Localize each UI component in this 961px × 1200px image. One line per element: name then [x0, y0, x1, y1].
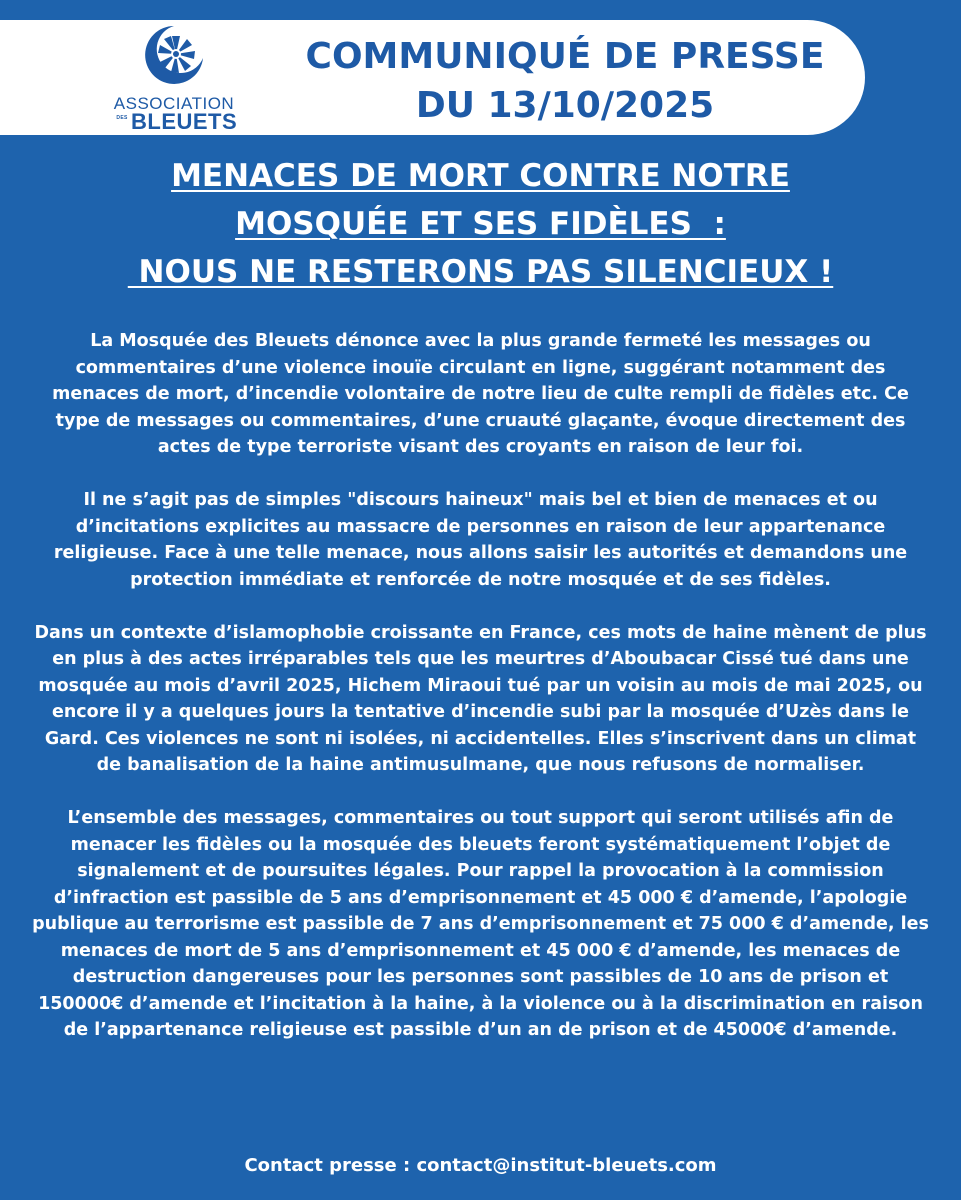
association-logo [105, 24, 241, 136]
paragraph-condemnation: La Mosquée des Bleuets dénonce avec la plus grande fermeté les messages ou commentaires d’une violence inouïe circulant en ligne, suggérant notamment des menaces de mort, d’incendie volontaire de notre lieu de culte rempli de fidèles etc. Ce type de messages ou commentaires, d’une cruauté glaçante, évoque directement des actes de type terroriste visant des croyants en raison de leur foi. [52, 331, 909, 457]
press-release-title [265, 32, 865, 130]
paragraph-threats: Il ne s’agit pas de simples "discours haineux" mais bel et bien de menaces et ou d’incitations explicites au massacre de personnes en raison de leur appartenance religieuse. Face à une telle menace, nous allons saisir les autorités et demandons une protection immédiate et renforcée de notre mosquée et de ses fidèles. [53, 490, 908, 590]
press-release-date: DU 13/10/2025 [415, 85, 715, 126]
paragraph-legal: L’ensemble des messages, commentaires ou tout support qui seront utilisés afin de menacer les fidèles ou la mosquée des bleuets feront systématiquement l’objet de signalement et de poursuites légales. Pour rappel la provocation à la commission d’infraction est passible de 5 ans d’emprisonnement et 45 000 € d’amende, l’apologie publique au terrorisme est passible de 7 ans d’emprisonnement et 75 000 € d’amende, les menaces de mort de 5 ans d’emprisonnement et 45 000 € d’amende, les menaces de destruction dangereuses pour les personnes sont passibles de 10 ans de prison et 150000€ d’amende et l’incitation à la haine, à la violence ou à la discrimination en raison de l’appartenance religieuse est passible d’un an de prison et de 45000€ d’amende. [32, 808, 929, 1040]
headline-line3: NOUS NE RESTERONS PAS SILENCIEUX ! [127, 254, 834, 290]
logo-name-row [109, 109, 239, 136]
headline [30, 152, 931, 296]
logo-association-text: ASSOCIATION [113, 94, 235, 113]
paragraph-context: Dans un contexte d’islamophobie croissante en France, ces mots de haine mènent de plus en plus à des actes irréparables tels que les meurtres d’Aboubacar Cissé tué dans une mosquée au mois d’avril 2025, Hichem Miraoui tué par un voisin au mois de mai 2025, ou encore il y a quelques jours la tentative d’incendie subi par la mosquée d’Uzès dans le Gard. Ces violences ne sont ni isolées, ni accidentelles. Elles s’inscrivent dans un climat de banalisation de la haine antimusulmane, que nous refusons de normaliser. [34, 622, 927, 775]
headline-line2: MOSQUÉE ET SES FIDÈLES : [235, 206, 726, 242]
press-release-body [30, 328, 931, 1070]
logo-bleuets-text: BLEUETS [131, 109, 238, 134]
logo-des-text: DES [116, 115, 128, 121]
cornflower-crescent-icon [143, 24, 205, 88]
press-release-title-line1: COMMUNIQUÉ DE PRESSE [305, 36, 825, 77]
press-contact: Contact presse : contact@institut-bleuets.com [244, 1155, 717, 1176]
headline-line1: MENACES DE MORT CONTRE NOTRE [171, 158, 790, 194]
